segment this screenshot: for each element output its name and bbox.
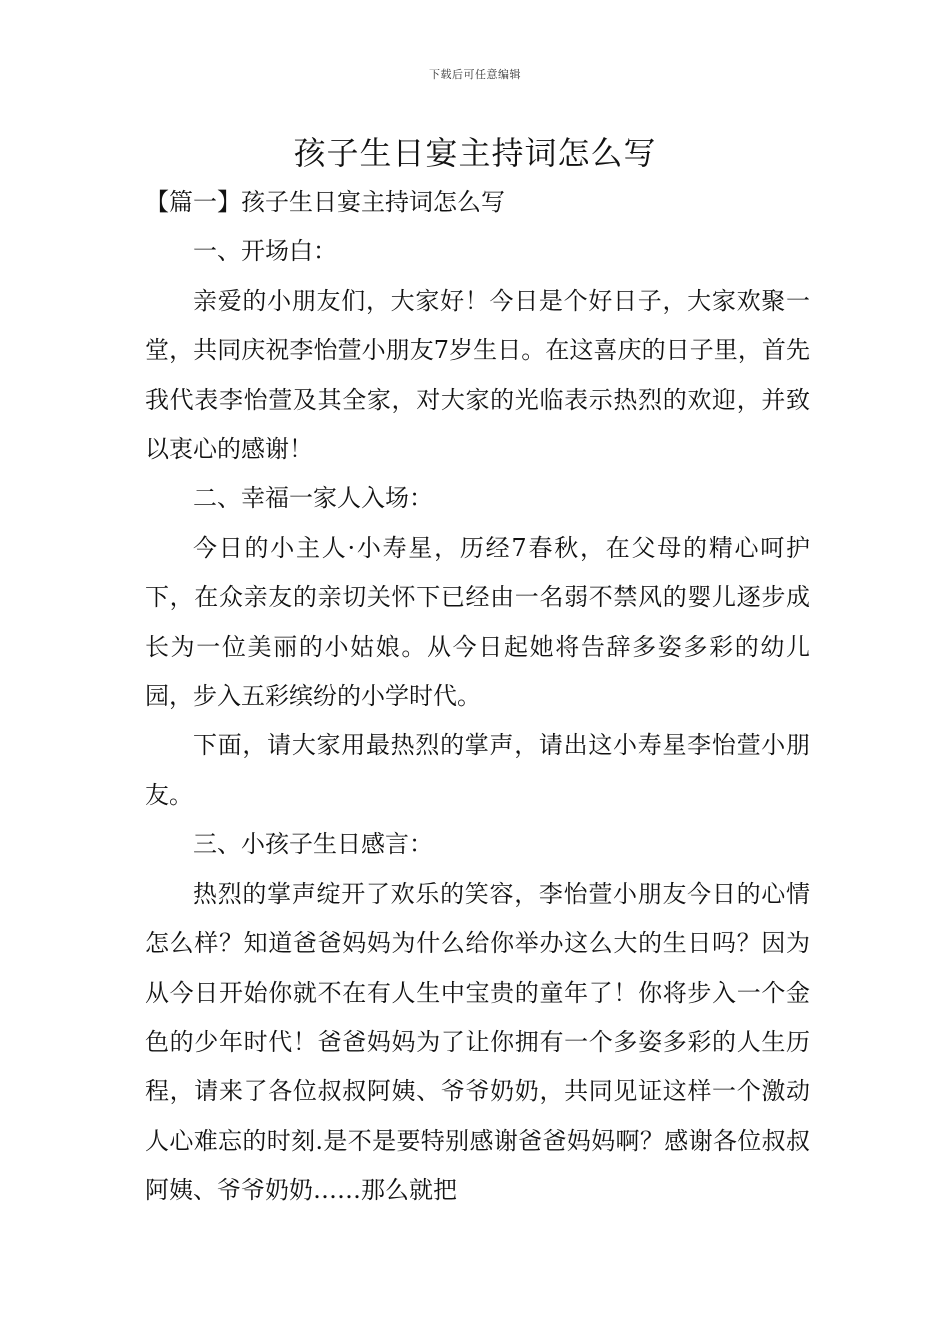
document-body [145,178,810,1216]
header-note: 下载后可任意编辑 [429,68,521,81]
paragraph-applause: 下面，请大家用最热烈的掌声，请出这小寿星李怡萱小朋友。 [145,731,810,809]
paragraph-welcome: 亲爱的小朋友们，大家好！今日是个好日子，大家欢聚一堂，共同庆祝李怡萱小朋友7岁生日。在这喜庆的日子里，首先我代表李怡萱及其全家，对大家的光临表示热烈的欢迎，并致以衷心的感谢！ [145,286,810,464]
document-title: 孩子生日宴主持词怎么写 [293,134,657,172]
paragraph-speech: 热烈的掌声绽开了欢乐的笑容，李怡萱小朋友今日的心情怎么样？知道爸爸妈妈为什么给你举办这么大的生日吗？因为从今日开始你就不在有人生中宝贵的童年了！你将步入一个金色的少年时代！爸爸妈妈为了让你拥有一个多姿多彩的人生历程，请来了各位叔叔阿姨、爷爷奶奶，共同见证这样一个激动人心难忘的时刻.是不是要特别感谢爸爸妈妈啊？感谢各位叔叔阿姨、爷爷奶奶……那么就把 [145,879,810,1205]
paragraph-birthday-girl: 今日的小主人·小寿星，历经7春秋，在父母的精心呵护下，在众亲友的亲切关怀下已经由一名弱不禁风的婴儿逐步成长为一位美丽的小姑娘。从今日起她将告辞多姿多彩的幼儿园，步入五彩缤纷的小学时代。 [145,533,810,711]
subheading-family-entrance: 二、幸福一家人入场： [193,484,433,513]
subheading-birthday-speech: 三、小孩子生日感言： [193,830,433,859]
section-heading: 【篇一】孩子生日宴主持词怎么写 [145,188,505,216]
subheading-opening: 一、开场白： [193,237,337,266]
